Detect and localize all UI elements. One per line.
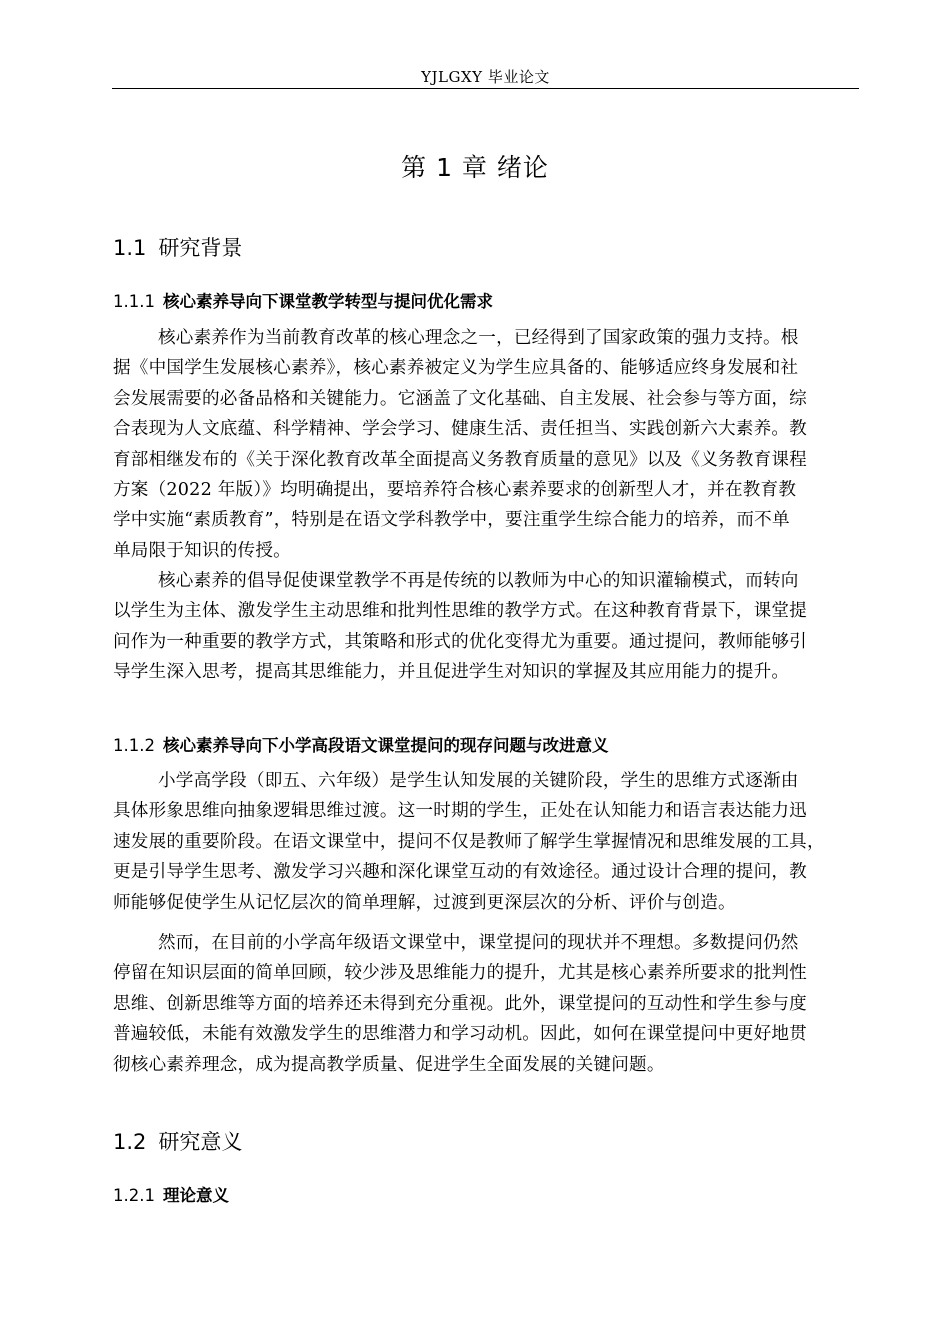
subsection-number: 1.1.1 xyxy=(113,292,155,311)
text-line: 停留在知识层面的简单回顾，较少涉及思维能力的提升，尤其是核心素养所要求的批判性 xyxy=(113,963,807,984)
text-line: 核心素养作为当前教育改革的核心理念之一，已经得到了国家政策的强力支持。根 xyxy=(158,328,799,348)
text-line: 据《中国学生发展核心素养》，核心素养被定义为学生应具备的、能够适应终身发展和社 xyxy=(113,358,799,379)
section-heading-1-2 xyxy=(113,1126,242,1156)
running-header: YJLGXY 毕业论文 xyxy=(421,68,550,86)
text-line: 合表现为人文底蕴、科学精神、学会学习、健康生活、责任担当、实践创新六大素养。教 xyxy=(113,419,807,440)
subsection-title: 理论意义 xyxy=(162,1186,229,1205)
text-line: 核心素养的倡导促使课堂教学不再是传统的以教师为中心的知识灌输模式，而转向 xyxy=(158,571,799,591)
subsection-number: 1.2.1 xyxy=(113,1186,155,1205)
text-line: 然而，在目前的小学高年级语文课堂中，课堂提问的现状并不理想。多数提问仍然 xyxy=(158,933,799,953)
paragraph-2 xyxy=(113,566,881,688)
section-title: 研究背景 xyxy=(158,236,243,260)
text-line: 育部相继发布的《关于深化教育改革全面提高义务教育质量的意见》以及《义务教育课程 xyxy=(113,449,807,470)
text-line: 思维、创新思维等方面的培养还未得到充分重视。此外，课堂提问的互动性和学生参与度 xyxy=(113,993,807,1014)
text-line: 单局限于知识的传授。 xyxy=(113,540,291,561)
section-heading-1-1 xyxy=(113,232,242,262)
text-line: 会发展需要的必备品格和关键能力。它涵盖了文化基础、自主发展、社会参与等方面，综 xyxy=(113,388,807,409)
header-rule xyxy=(112,88,859,89)
subsection-title: 核心素养导向下小学高段语文课堂提问的现存问题与改进意义 xyxy=(162,736,609,755)
text-line: 彻核心素养理念，成为提高教学质量、促进学生全面发展的关键问题。 xyxy=(113,1054,665,1075)
text-line: 学中实施“素质教育”，特别是在语文学科教学中，要注重学生综合能力的培养，而不单 xyxy=(113,510,790,531)
subsection-heading-1-1-2 xyxy=(113,732,608,756)
section-number: 1.1 xyxy=(113,236,147,260)
text-line: 方案（2022 年版）》均明确提出，要培养符合核心素养要求的创新型人才，并在教育教 xyxy=(113,480,797,501)
text-line: 具体形象思维向抽象逻辑思维过渡。这一时期的学生，正处在认知能力和语言表达能力迅 xyxy=(113,801,807,822)
subsection-heading-1-2-1 xyxy=(113,1182,229,1206)
text-line: 小学高学段（即五、六年级）是学生认知发展的关键阶段，学生的思维方式逐渐由 xyxy=(158,771,799,791)
chapter-title: 第 1 章 绪论 xyxy=(401,153,549,182)
text-line: 以学生为主体、激发学生主动思维和批判性思维的教学方式。在这种教育背景下，课堂提 xyxy=(113,601,807,622)
subsection-number: 1.1.2 xyxy=(113,736,155,755)
text-line: 速发展的重要阶段。在语文课堂中，提问不仅是教师了解学生掌握情况和思维发展的工具， xyxy=(113,831,825,852)
paragraph-1 xyxy=(113,323,881,566)
text-line: 导学生深入思考，提高其思维能力，并且促进学生对知识的掌握及其应用能力的提升。 xyxy=(113,662,790,683)
text-line: 师能够促使学生从记忆层次的简单理解，过渡到更深层次的分析、评价与创造。 xyxy=(113,892,736,913)
text-line: 问作为一种重要的教学方式，其策略和形式的优化变得尤为重要。通过提问，教师能够引 xyxy=(113,631,807,652)
subsection-title: 核心素养导向下课堂教学转型与提问优化需求 xyxy=(162,292,493,311)
paragraph-3 xyxy=(113,766,881,918)
section-number: 1.2 xyxy=(113,1130,147,1154)
text-line: 普遍较低，未能有效激发学生的思维潜力和学习动机。因此，如何在课堂提问中更好地贯 xyxy=(113,1024,807,1045)
section-title: 研究意义 xyxy=(158,1130,243,1154)
subsection-heading-1-1-1 xyxy=(113,288,493,312)
paragraph-4 xyxy=(113,928,881,1080)
text-line: 更是引导学生思考、激发学习兴趣和深化课堂互动的有效途径。通过设计合理的提问，教 xyxy=(113,862,807,883)
